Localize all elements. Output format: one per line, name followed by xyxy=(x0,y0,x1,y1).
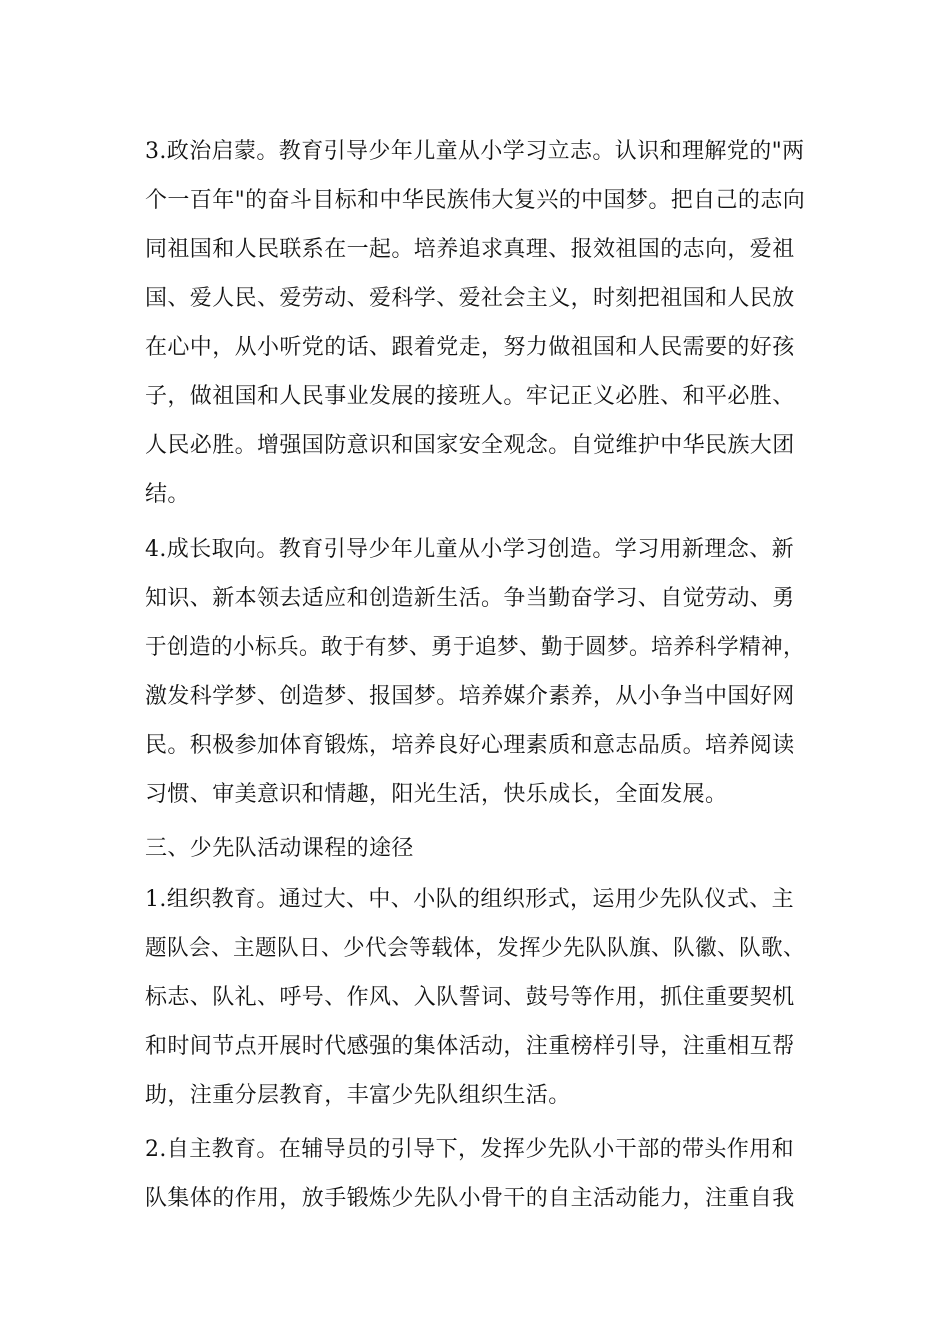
text-line: 个一百年"的奋斗目标和中华民族伟大复兴的中国梦。把自己的志向 xyxy=(145,188,806,213)
text-line: 在心中，从小听党的话、跟着党走，努力做祖国和人民需要的好孩 xyxy=(145,335,795,360)
text-line: 和时间节点开展时代感强的集体活动，注重榜样引导，注重相互帮 xyxy=(145,1034,795,1059)
text-line: 国、爱人民、爱劳动、爱科学、爱社会主义，时刻把祖国和人民放 xyxy=(145,286,795,311)
text-line: 子，做祖国和人民事业发展的接班人。牢记正义必胜、和平必胜、 xyxy=(145,384,795,409)
text-line: 4.成长取向。教育引导少年儿童从小学习创造。学习用新理念、新 xyxy=(145,537,794,562)
text-line: 于创造的小标兵。敢于有梦、勇于追梦、勤于圆梦。培养科学精神， xyxy=(145,635,806,660)
text-line: 人民必胜。增强国防意识和国家安全观念。自觉维护中华民族大团 xyxy=(145,433,795,458)
text-line: 知识、新本领去适应和创造新生活。争当勤奋学习、自觉劳动、勇 xyxy=(145,586,795,611)
text-line: 助，注重分层教育，丰富少先队组织生活。 xyxy=(145,1083,571,1108)
text-line: 2.自主教育。在辅导员的引导下，发挥少先队小干部的带头作用和 xyxy=(145,1137,794,1162)
text-line: 民。积极参加体育锻炼，培养良好心理素质和意志品质。培养阅读 xyxy=(145,733,795,758)
text-line: 结。 xyxy=(145,482,190,507)
section-heading: 三、少先队活动课程的途径 xyxy=(145,836,414,861)
text-line: 同祖国和人民联系在一起。培养追求真理、报效祖国的志向，爱祖 xyxy=(145,237,795,262)
text-line: 1.组织教育。通过大、中、小队的组织形式，运用少先队仪式、主 xyxy=(145,887,794,912)
text-line: 标志、队礼、呼号、作风、入队誓词、鼓号等作用，抓住重要契机 xyxy=(145,985,795,1010)
text-line: 题队会、主题队日、少代会等载体，发挥少先队队旗、队徽、队歌、 xyxy=(145,936,806,961)
text-line: 习惯、审美意识和情趣，阳光生活，快乐成长，全面发展。 xyxy=(145,782,728,807)
text-line: 激发科学梦、创造梦、报国梦。培养媒介素养，从小争当中国好网 xyxy=(145,684,795,709)
text-line: 队集体的作用，放手锻炼少先队小骨干的自主活动能力，注重自我 xyxy=(145,1186,795,1211)
text-line: 3.政治启蒙。教育引导少年儿童从小学习立志。认识和理解党的"两 xyxy=(145,139,805,164)
